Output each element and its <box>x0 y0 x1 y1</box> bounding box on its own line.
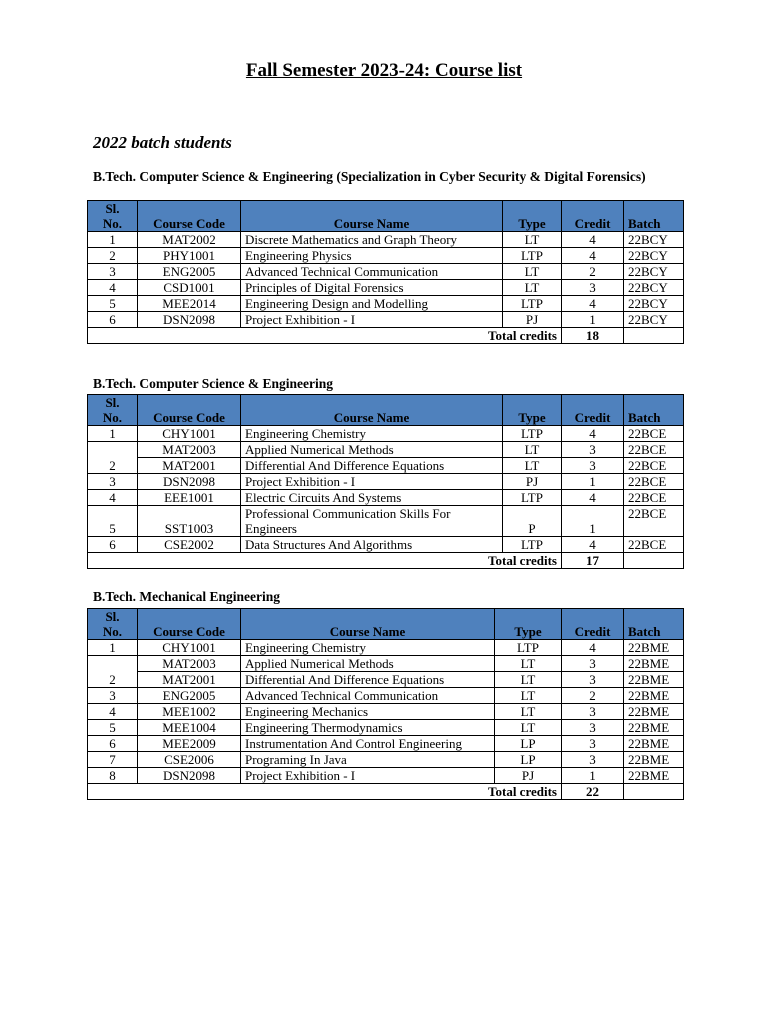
cell-batch: 22BME <box>624 640 684 656</box>
table-row <box>88 426 684 442</box>
cell-credit: 4 <box>562 490 624 506</box>
cell-batch: 22BCE <box>624 474 684 490</box>
cell-code: MEE2009 <box>138 736 241 752</box>
cell-type: LTP <box>495 640 562 656</box>
table-row <box>88 232 684 248</box>
cell-name: Applied Numerical Methods <box>241 442 503 458</box>
cell-credit: 1 <box>562 768 624 784</box>
cell-type: LT <box>503 442 562 458</box>
cell-name: Differential And Difference Equations <box>241 458 503 474</box>
table-header-row <box>88 609 684 640</box>
cell-batch: 22BCE <box>624 442 684 458</box>
total-credits-value: 18 <box>562 328 624 344</box>
section-heading-cyber-security: B.Tech. Computer Science & Engineering (Specialization in Cyber Security & Digital Forensics) <box>93 169 646 184</box>
table-row <box>88 312 684 328</box>
cell-type: LT <box>503 458 562 474</box>
total-credits-row <box>88 553 684 569</box>
cell-type: LTP <box>503 426 562 442</box>
cell-credit: 1 <box>562 474 624 490</box>
cell-batch: 22BCY <box>624 296 684 312</box>
cell-code: SST1003 <box>138 506 241 537</box>
cell-type: LTP <box>503 490 562 506</box>
cell-credit: 3 <box>562 704 624 720</box>
cell-code: ENG2005 <box>138 688 241 704</box>
cell-type: LTP <box>503 296 562 312</box>
cell-credit: 4 <box>562 248 624 264</box>
total-credits-label: Total credits <box>88 328 562 344</box>
cell-type: LT <box>495 720 562 736</box>
cell-sl: 6 <box>88 537 138 553</box>
cell-code: MEE2014 <box>138 296 241 312</box>
cell-type: LP <box>495 736 562 752</box>
table-row <box>88 768 684 784</box>
course-table-mechanical <box>87 608 684 800</box>
cell-credit: 2 <box>562 264 624 280</box>
col-header-name: Course Name <box>241 395 503 426</box>
cell-credit: 2 <box>562 688 624 704</box>
cell-code: DSN2098 <box>138 768 241 784</box>
col-header-batch: Batch <box>624 395 684 426</box>
cell-type: LT <box>503 232 562 248</box>
col-header-batch: Batch <box>624 201 684 232</box>
table-row <box>88 688 684 704</box>
table-header-row <box>88 395 684 426</box>
cell-sl: 8 <box>88 768 138 784</box>
cell-code: MAT2002 <box>138 232 241 248</box>
cell-code: MEE1002 <box>138 704 241 720</box>
cell-batch: 22BME <box>624 736 684 752</box>
table-row <box>88 442 684 458</box>
col-header-type: Type <box>503 395 562 426</box>
cell-batch: 22BCE <box>624 426 684 442</box>
cell-name: Professional Communication Skills For Engineers <box>241 506 503 537</box>
cell-name: Differential And Difference Equations <box>241 672 495 688</box>
cell-sl: 6 <box>88 312 138 328</box>
cell-type: LT <box>495 704 562 720</box>
cell-credit: 4 <box>562 537 624 553</box>
cell-name: Project Exhibition - I <box>241 768 495 784</box>
col-header-sl: Sl. No. <box>88 609 138 640</box>
col-header-batch: Batch <box>624 609 684 640</box>
cell-code: ENG2005 <box>138 264 241 280</box>
cell-sl: 2 <box>88 458 138 474</box>
table-row <box>88 672 684 688</box>
col-header-type: Type <box>503 201 562 232</box>
cell-sl: 1 <box>88 426 138 442</box>
col-header-type: Type <box>495 609 562 640</box>
col-header-credit: Credit <box>562 201 624 232</box>
cell-name: Engineering Chemistry <box>241 426 503 442</box>
col-header-name: Course Name <box>241 201 503 232</box>
cell-credit: 3 <box>562 656 624 672</box>
cell-code: MEE1004 <box>138 720 241 736</box>
cell-name: Data Structures And Algorithms <box>241 537 503 553</box>
cell-batch: 22BCY <box>624 232 684 248</box>
cell-name: Principles of Digital Forensics <box>241 280 503 296</box>
cell-credit: 3 <box>562 752 624 768</box>
cell-sl: 4 <box>88 490 138 506</box>
cell-batch: 22BCE <box>624 458 684 474</box>
cell-name: Instrumentation And Control Engineering <box>241 736 495 752</box>
cell-credit: 4 <box>562 426 624 442</box>
total-credits-value: 17 <box>562 553 624 569</box>
total-empty-cell <box>624 784 684 800</box>
cell-type: LT <box>495 688 562 704</box>
cell-type: PJ <box>503 312 562 328</box>
col-header-code: Course Code <box>138 201 241 232</box>
cell-batch: 22BME <box>624 656 684 672</box>
cell-name: Discrete Mathematics and Graph Theory <box>241 232 503 248</box>
cell-sl: 1 <box>88 640 138 656</box>
table-header-row <box>88 201 684 232</box>
cell-batch: 22BCE <box>624 506 684 537</box>
cell-name: Engineering Physics <box>241 248 503 264</box>
cell-code: CHY1001 <box>138 426 241 442</box>
cell-sl: 5 <box>88 720 138 736</box>
cell-code: MAT2001 <box>138 672 241 688</box>
table-row <box>88 474 684 490</box>
total-empty-cell <box>624 328 684 344</box>
cell-sl: 6 <box>88 736 138 752</box>
course-table-cse <box>87 394 684 569</box>
cell-type: LT <box>495 672 562 688</box>
cell-type: LTP <box>503 248 562 264</box>
table-row <box>88 490 684 506</box>
col-header-code: Course Code <box>138 609 241 640</box>
cell-credit: 3 <box>562 736 624 752</box>
table-row <box>88 264 684 280</box>
cell-sl: 2 <box>88 672 138 688</box>
col-header-name: Course Name <box>241 609 495 640</box>
cell-batch: 22BME <box>624 720 684 736</box>
section-heading-mechanical: B.Tech. Mechanical Engineering <box>93 589 281 604</box>
cell-credit: 1 <box>562 506 624 537</box>
cell-credit: 3 <box>562 442 624 458</box>
col-header-credit: Credit <box>562 609 624 640</box>
cell-batch: 22BME <box>624 688 684 704</box>
total-credits-label: Total credits <box>88 553 562 569</box>
cell-sl: 3 <box>88 474 138 490</box>
col-header-credit: Credit <box>562 395 624 426</box>
cell-name: Project Exhibition - I <box>241 474 503 490</box>
cell-credit: 4 <box>562 296 624 312</box>
cell-batch: 22BME <box>624 672 684 688</box>
table-row <box>88 704 684 720</box>
table-row <box>88 752 684 768</box>
page-title: Fall Semester 2023-24: Course list <box>245 60 523 81</box>
cell-name: Engineering Mechanics <box>241 704 495 720</box>
cell-name: Programing In Java <box>241 752 495 768</box>
cell-sl: 3 <box>88 688 138 704</box>
cell-type: P <box>503 506 562 537</box>
table-row <box>88 640 684 656</box>
cell-batch: 22BCY <box>624 312 684 328</box>
table-row <box>88 720 684 736</box>
cell-credit: 3 <box>562 672 624 688</box>
cell-name: Engineering Design and Modelling <box>241 296 503 312</box>
cell-code: PHY1001 <box>138 248 241 264</box>
cell-batch: 22BCY <box>624 264 684 280</box>
cell-sl: 5 <box>88 296 138 312</box>
table-row <box>88 537 684 553</box>
cell-code: CHY1001 <box>138 640 241 656</box>
table-row <box>88 656 684 672</box>
cell-credit: 3 <box>562 280 624 296</box>
cell-batch: 22BCY <box>624 248 684 264</box>
cell-code: DSN2098 <box>138 312 241 328</box>
cell-name: Engineering Thermodynamics <box>241 720 495 736</box>
cell-sl: 4 <box>88 704 138 720</box>
cell-type: LTP <box>503 537 562 553</box>
cell-batch: 22BCE <box>624 490 684 506</box>
col-header-code: Course Code <box>138 395 241 426</box>
col-header-sl: Sl. No. <box>88 395 138 426</box>
cell-sl: 5 <box>88 506 138 537</box>
cell-code: CSD1001 <box>138 280 241 296</box>
cell-credit: 4 <box>562 232 624 248</box>
cell-credit: 3 <box>562 458 624 474</box>
cell-sl: 1 <box>88 232 138 248</box>
cell-batch: 22BCE <box>624 537 684 553</box>
cell-type: LT <box>503 280 562 296</box>
cell-code: MAT2003 <box>138 656 241 672</box>
cell-type: LP <box>495 752 562 768</box>
cell-name: Electric Circuits And Systems <box>241 490 503 506</box>
cell-sl: 2 <box>88 248 138 264</box>
cell-batch: 22BME <box>624 704 684 720</box>
table-row <box>88 736 684 752</box>
cell-type: LT <box>495 656 562 672</box>
cell-code: MAT2003 <box>138 442 241 458</box>
cell-batch: 22BME <box>624 768 684 784</box>
cell-name: Advanced Technical Communication <box>241 688 495 704</box>
cell-code: CSE2006 <box>138 752 241 768</box>
total-credits-value: 22 <box>562 784 624 800</box>
cell-type: PJ <box>503 474 562 490</box>
table-row <box>88 296 684 312</box>
cell-credit: 1 <box>562 312 624 328</box>
cell-code: CSE2002 <box>138 537 241 553</box>
cell-name: Engineering Chemistry <box>241 640 495 656</box>
cell-code: DSN2098 <box>138 474 241 490</box>
total-credits-row <box>88 784 684 800</box>
cell-sl <box>88 656 138 672</box>
cell-name: Applied Numerical Methods <box>241 656 495 672</box>
cell-sl: 4 <box>88 280 138 296</box>
cell-name: Project Exhibition - I <box>241 312 503 328</box>
col-header-sl: Sl. No. <box>88 201 138 232</box>
table-row <box>88 280 684 296</box>
total-credits-row <box>88 328 684 344</box>
table-row <box>88 248 684 264</box>
section-heading-cse: B.Tech. Computer Science & Engineering <box>93 376 333 391</box>
table-row <box>88 506 684 537</box>
cell-credit: 4 <box>562 640 624 656</box>
cell-credit: 3 <box>562 720 624 736</box>
cell-sl <box>88 442 138 458</box>
total-empty-cell <box>624 553 684 569</box>
cell-name: Advanced Technical Communication <box>241 264 503 280</box>
cell-type: PJ <box>495 768 562 784</box>
cell-sl: 7 <box>88 752 138 768</box>
cell-code: EEE1001 <box>138 490 241 506</box>
cell-batch: 22BCY <box>624 280 684 296</box>
cell-type: LT <box>503 264 562 280</box>
batch-heading: 2022 batch students <box>93 133 232 152</box>
cell-sl: 3 <box>88 264 138 280</box>
table-row <box>88 458 684 474</box>
cell-code: MAT2001 <box>138 458 241 474</box>
total-credits-label: Total credits <box>88 784 562 800</box>
course-table-cyber-security <box>87 200 684 344</box>
cell-batch: 22BME <box>624 752 684 768</box>
